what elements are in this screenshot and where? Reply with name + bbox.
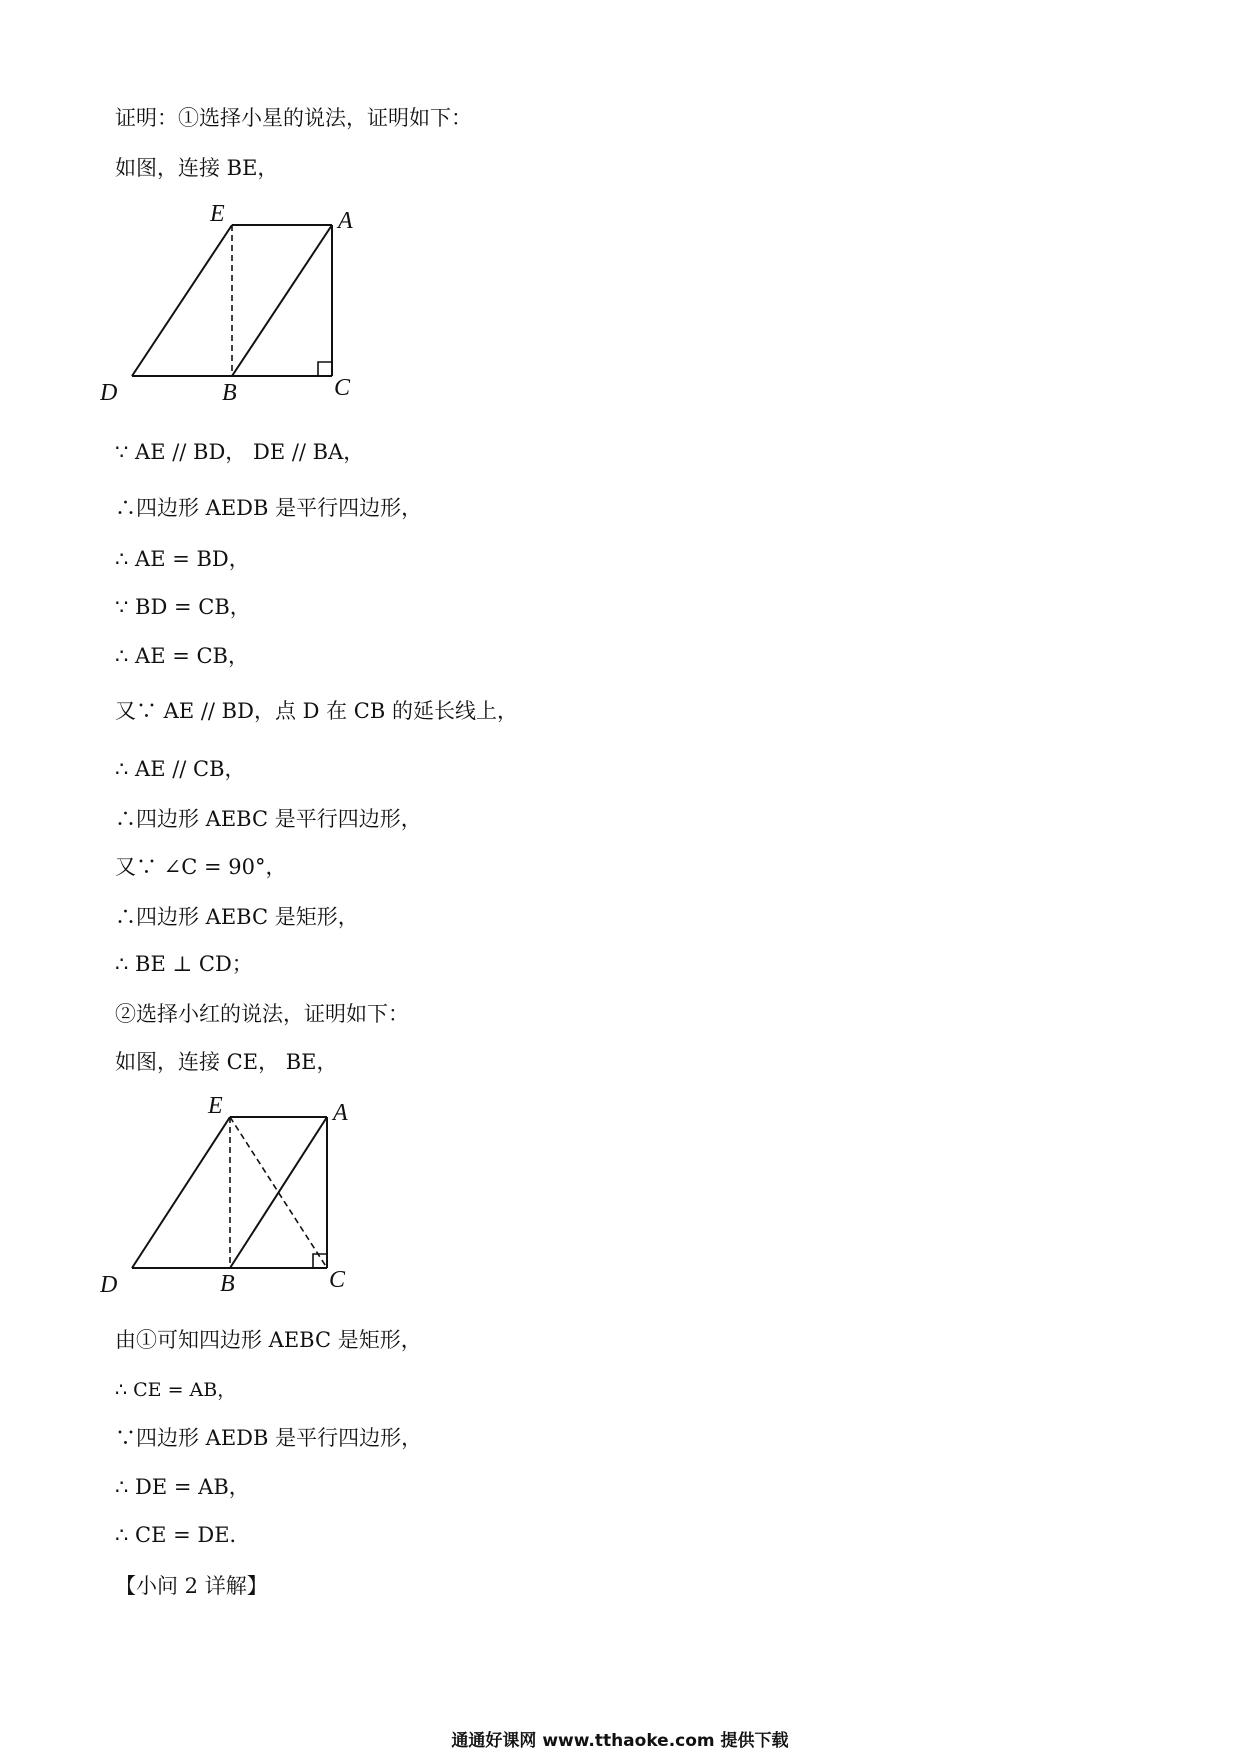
label-C: C (329, 1267, 346, 1293)
proof-line-4: ∴四边形 AEDB 是平行四边形， (115, 496, 423, 520)
segment-DE (132, 225, 232, 376)
proof-line-18: ∵四边形 AEDB 是平行四边形， (115, 1426, 423, 1450)
label-A: A (333, 1100, 348, 1126)
figure-2 (100, 1093, 380, 1307)
proof-line-2: 如图，连接 BE， (115, 156, 279, 180)
label-D: D (100, 380, 118, 406)
label-C: C (334, 375, 351, 401)
label-E: E (208, 1093, 223, 1119)
proof-line-12: ∴四边形 AEBC 是矩形， (115, 905, 359, 929)
label-B: B (220, 1271, 235, 1297)
label-A: A (338, 208, 353, 234)
label-E: E (210, 201, 225, 227)
proof-line-5: ∴ AE = BD， (115, 547, 250, 571)
proof-line-11: 又∵ ∠C = 90°， (115, 855, 287, 879)
page-footer: 通通好课网 www.tthaoke.com 提供下载 (451, 1731, 789, 1751)
proof-line-9: ∴ AE // CB， (115, 757, 246, 781)
proof-line-3: ∵ AE // BD， DE // BA， (115, 440, 365, 464)
label-D: D (100, 1272, 118, 1298)
proof-line-14: ②选择小红的说法，证明如下： (115, 1002, 409, 1026)
proof-line-6: ∵ BD = CB， (115, 595, 251, 619)
proof-line-20: ∴ CE = DE． (115, 1523, 251, 1547)
proof-line-15: 如图，连接 CE， BE， (115, 1050, 338, 1074)
right-angle-mark (318, 362, 332, 376)
figure-1 (100, 200, 380, 414)
section-heading: 【小问 2 详解】 (115, 1574, 268, 1598)
segment-BA (232, 225, 332, 376)
proof-line-10: ∴四边形 AEBC 是平行四边形， (115, 807, 422, 831)
proof-line-7: ∴ AE = CB， (115, 644, 249, 668)
proof-line-19: ∴ DE = AB， (115, 1475, 250, 1499)
segment-DE (132, 1117, 230, 1268)
proof-line-8: 又∵ AE // BD，点 D 在 CB 的延长线上， (115, 699, 518, 723)
proof-line-1: 证明：①选择小星的说法，证明如下： (115, 106, 472, 130)
proof-line-13: ∴ BE ⊥ CD； (115, 952, 253, 976)
proof-line-16: 由①可知四边形 AEBC 是矩形， (115, 1328, 422, 1352)
label-B: B (222, 380, 237, 406)
proof-line-17: ∴ CE = AB， (115, 1379, 237, 1401)
